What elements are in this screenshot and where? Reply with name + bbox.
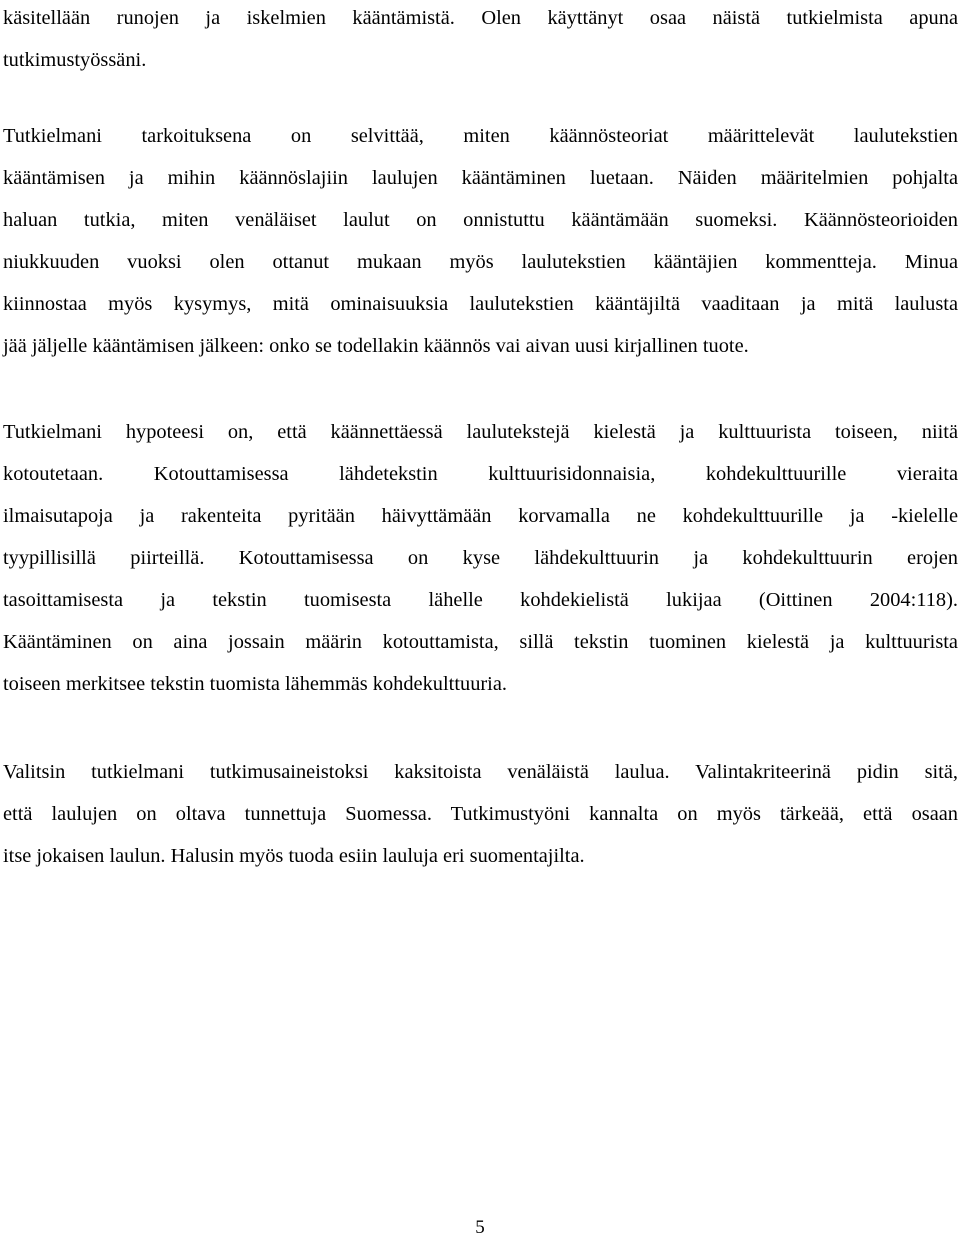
paragraph-material xyxy=(3,751,958,877)
text-line: jää jäljelle kääntämisen jälkeen: onko se todellakin käännös vai aivan uusi kirjallinen tuote. xyxy=(3,335,749,357)
text-line: tyypillisillä piirteillä. Kotouttamisessa on kyse lähdekulttuurin ja kohdekulttuurin erojen xyxy=(3,547,958,569)
text-line: haluan tutkia, miten venäläiset laulut on onnistuttu kääntämään suomeksi. Käännösteorioiden xyxy=(3,209,958,231)
text-line: että laulujen on oltava tunnettuja Suomessa. Tutkimustyöni kannalta on myös tärkeää, että osaan xyxy=(3,803,958,825)
text-line: itse jokaisen laulun. Halusin myös tuoda esiin lauluja eri suomentajilta. xyxy=(3,845,585,867)
text-line: tasoittamisesta ja tekstin tuomisesta lähelle kohdekielistä lukijaa (Oittinen 2004:118). xyxy=(3,589,958,611)
text-line: kiinnostaa myös kysymys, mitä ominaisuuksia laulutekstien kääntäjiltä vaaditaan ja mitä laulusta xyxy=(3,293,958,315)
text-line: Kääntäminen on aina jossain määrin kotouttamista, sillä tekstin tuominen kielestä ja kulttuurista xyxy=(3,631,958,653)
text-line: toiseen merkitsee tekstin tuomista lähemmäs kohdekulttuuria. xyxy=(3,673,507,695)
paragraph-hypothesis xyxy=(3,411,958,705)
text-line: niukkuuden vuoksi olen ottanut mukaan myös laulutekstien kääntäjien kommentteja. Minua xyxy=(3,251,958,273)
text-line: Valitsin tutkielmani tutkimusaineistoksi kaksitoista venäläistä laulua. Valintakriteerinä pidin sitä, xyxy=(3,761,958,783)
text-line: kotoutetaan. Kotouttamisessa lähdetekstin kulttuurisidonnaisia, kohdekulttuurille vieraita xyxy=(3,463,958,485)
text-line: Tutkielmani hypoteesi on, että käännettäessä laulutekstejä kielestä ja kulttuurista toiseen, niitä xyxy=(3,421,958,443)
page-number: 5 xyxy=(475,1217,485,1238)
text-line: tutkimustyössäni. xyxy=(3,49,147,71)
text-line: käsitellään runojen ja iskelmien kääntämistä. Olen käyttänyt osaa näistä tutkielmista apuna xyxy=(3,7,958,29)
text-line: Tutkielmani tarkoituksena on selvittää, miten käännösteoriat määrittelevät laulutekstien xyxy=(3,125,958,147)
text-line: ilmaisutapoja ja rakenteita pyritään häivyttämään korvamalla ne kohdekulttuurille ja -kielelle xyxy=(3,505,958,527)
paragraph-intro xyxy=(3,0,958,81)
text-line: kääntämisen ja mihin käännöslajiin laulujen kääntäminen luetaan. Näiden määritelmien pohjalta xyxy=(3,167,958,189)
paragraph-purpose xyxy=(3,115,958,367)
